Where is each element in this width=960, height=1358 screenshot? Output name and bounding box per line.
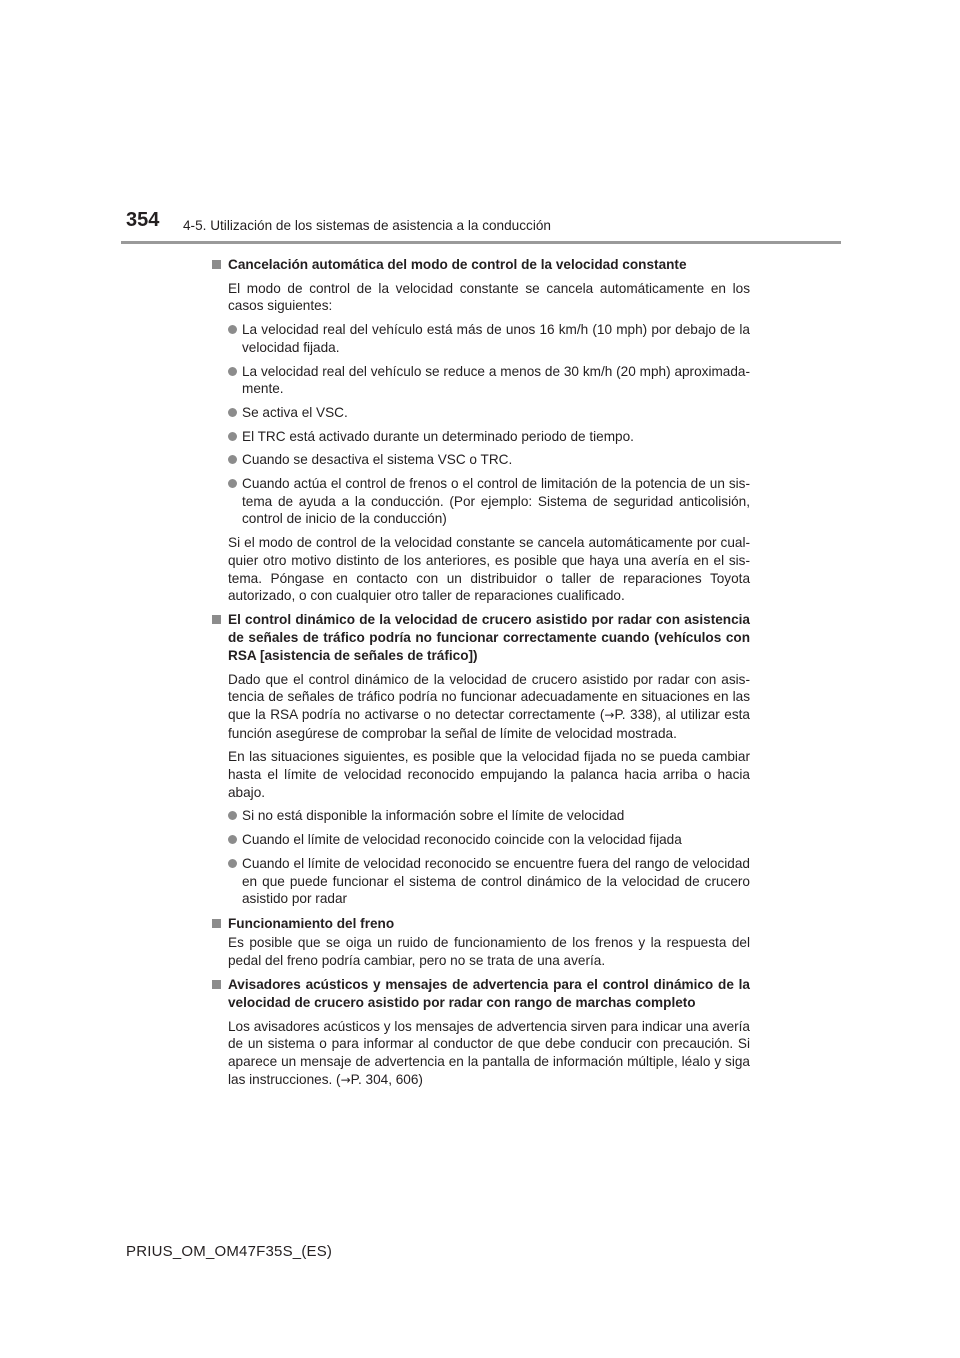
- header-divider: [121, 241, 841, 244]
- round-bullet-icon: [228, 455, 237, 464]
- list-item: [228, 321, 750, 356]
- square-bullet-icon: [212, 260, 221, 269]
- round-bullet-icon: [228, 835, 237, 844]
- list-item-text: La velocidad real del vehículo se reduce a menos de 30 km/h (20 mph) aproximada-mente.: [242, 363, 750, 397]
- list-item: [228, 428, 750, 446]
- section-paragraph: Si el modo de control de la velocidad constante se cancela automáticamente por cual-quier otro motivo distinto de los anteriores, es posible que haya una avería en el sis-tema. Póngase en contacto con un distribuidor o taller de reparaciones Toyota autorizado, o con cualquier otro taller de reparaciones cualificado.: [228, 535, 750, 604]
- list-item: [228, 404, 750, 422]
- round-bullet-icon: [228, 325, 237, 334]
- list-item-text: Cuando actúa el control de frenos o el control de limitación de la potencia de un sis-tema de ayuda a la conducción. (Por ejemplo: Sistema de seguridad anticolisión, control de inicio de la conducción): [242, 476, 750, 527]
- list-item-text: Si no está disponible la información sobre el límite de velocidad: [242, 808, 625, 824]
- list-item: [228, 363, 750, 398]
- arrow-right-icon: →: [340, 1072, 351, 1087]
- section-heading: Avisadores acústicos y mensajes de advertencia para el control dinámico de la velocidad de crucero asistido por radar con rango de marchas completo: [228, 977, 750, 1010]
- page-number: 354: [126, 209, 160, 231]
- section-paragraph: El modo de control de la velocidad constante se cancela automáticamente en los casos siguientes:: [228, 280, 750, 314]
- list-item-text: Se activa el VSC.: [242, 404, 348, 420]
- section-paragraph: [228, 1018, 750, 1090]
- list-item: [228, 475, 750, 528]
- paragraph-text: Los avisadores acústicos y los mensajes de advertencia sirven para indicar una avería de un sistema o para informar al conductor de que debe conducir con precaución. Si aparece un mensaje de advertencia en la pantalla de información múltiple, léalo y siga las instrucciones. (: [228, 1018, 750, 1087]
- section-paragraph: En las situaciones siguientes, es posible que la velocidad fijada no se pueda cambiar hasta el límite de velocidad reconocido empujando la palanca hacia arriba o hacia abajo.: [228, 749, 750, 800]
- page-content: [210, 256, 750, 1096]
- section-brake-operation: [210, 915, 750, 970]
- section-warnings: [210, 976, 750, 1089]
- square-bullet-icon: [212, 615, 221, 624]
- list-item-text: Cuando se desactiva el sistema VSC o TRC.: [242, 452, 513, 468]
- section-heading: Cancelación automática del modo de control de la velocidad constante: [228, 257, 687, 272]
- list-item: [228, 807, 750, 825]
- round-bullet-icon: [228, 367, 237, 376]
- page-reference: P. 338), al utilizar esta función asegúrese de comprobar la señal de límite de velocidad mostrada.: [228, 706, 750, 741]
- list-item: [228, 831, 750, 849]
- section-paragraph: [228, 671, 750, 743]
- list-item-text: Cuando el límite de velocidad reconocido coincide con la velocidad fijada: [242, 832, 682, 848]
- page-reference: P. 304, 606): [350, 1071, 423, 1087]
- round-bullet-icon: [228, 811, 237, 820]
- list-item: [228, 451, 750, 469]
- round-bullet-icon: [228, 408, 237, 417]
- arrow-right-icon: →: [604, 707, 615, 722]
- section-heading: Funcionamiento del freno: [228, 915, 395, 931]
- section-heading: El control dinámico de la velocidad de crucero asistido por radar con asistencia de señales de tráfico podría no funcionar correctamente cuando (vehículos con RSA [asistencia de señales de tráfico]): [228, 612, 750, 663]
- round-bullet-icon: [228, 432, 237, 441]
- list-item-text: La velocidad real del vehículo está más de unos 16 km/h (10 mph) por debajo de la velocidad fijada.: [242, 322, 750, 355]
- paragraph-text: Dado que el control dinámico de la velocidad de crucero asistido por radar con asis-tencia de señales de tráfico podría no funcionar adecuadamente en situaciones en las que la RSA podría no activarse o no detectar correctamente (: [228, 671, 750, 722]
- round-bullet-icon: [228, 479, 237, 488]
- square-bullet-icon: [212, 919, 221, 928]
- document-code: PRIUS_OM_OM47F35S_(ES): [126, 1243, 333, 1260]
- list-item-text: Cuando el límite de velocidad reconocido se encuentre fuera del rango de velocidad en que puede funcionar el sistema de control dinámico de la velocidad de crucero asistido por radar: [242, 855, 750, 907]
- square-bullet-icon: [212, 980, 221, 989]
- list-item: [228, 855, 750, 908]
- section-title: 4-5. Utilización de los sistemas de asistencia a la conducción: [183, 218, 551, 233]
- section-rsa-limitations: [210, 611, 750, 908]
- round-bullet-icon: [228, 859, 237, 868]
- list-item-text: El TRC está activado durante un determinado periodo de tiempo.: [242, 428, 634, 444]
- section-automatic-cancel: [210, 256, 750, 605]
- section-paragraph: Es posible que se oiga un ruido de funcionamiento de los frenos y la respuesta del pedal del freno podría cambiar, pero no se trata de una avería.: [228, 935, 750, 968]
